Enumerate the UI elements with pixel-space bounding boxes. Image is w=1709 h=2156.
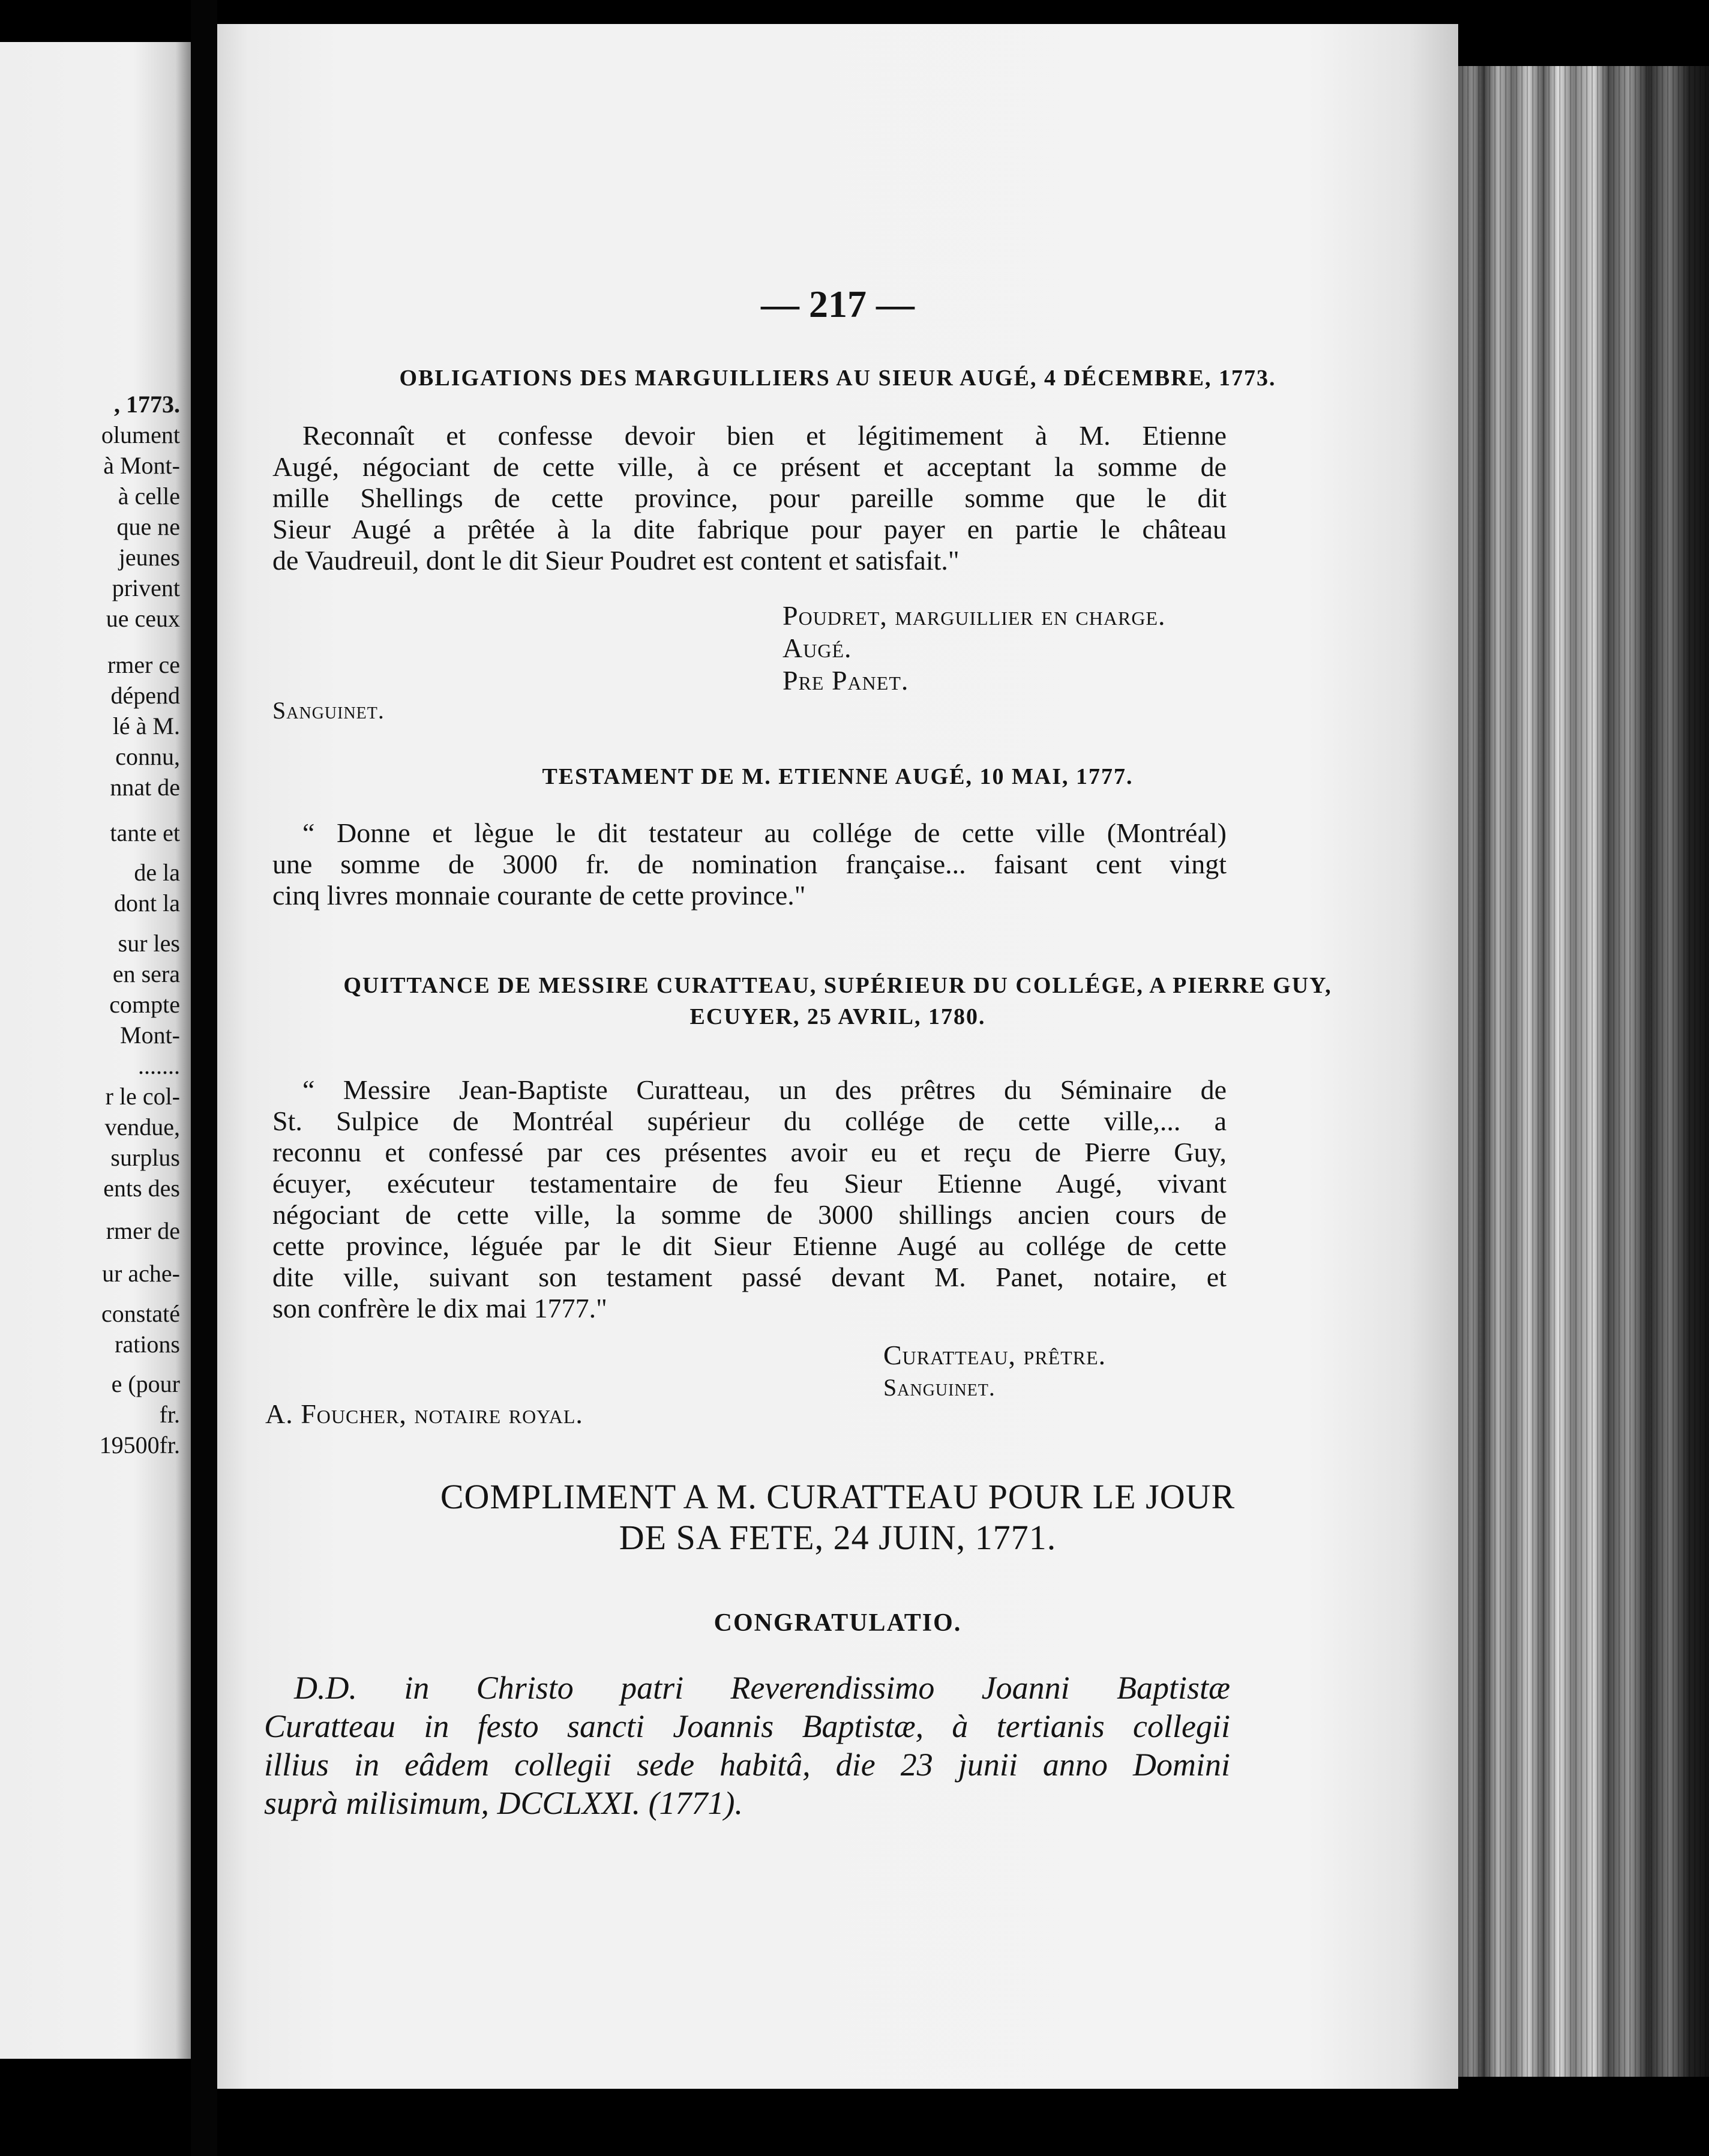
- left-page-line: dépend: [110, 681, 180, 709]
- signature-panet: Pre Panet.: [782, 665, 909, 696]
- section4-title-line1: COMPLIMENT A M. CURATTEAU POUR LE JOUR: [440, 1477, 1236, 1516]
- book-gutter: [191, 0, 217, 2156]
- left-page-line: 19500fr.: [99, 1432, 180, 1459]
- left-page-line: ur ache-: [102, 1260, 180, 1287]
- signature-auge: Augé.: [782, 633, 852, 663]
- left-page-line: rmer ce: [107, 651, 180, 678]
- section4-body: [264, 1669, 1230, 1822]
- left-page-line: à Mont-: [103, 452, 180, 479]
- section3-line: dite ville, suivant son testament passé devant M. Panet, notaire, et: [272, 1262, 1227, 1292]
- left-page-line: e (pour: [111, 1370, 180, 1397]
- left-page-line: olument: [101, 421, 180, 448]
- book-page-edges: [1458, 66, 1709, 2077]
- left-page-line: , 1773.: [114, 391, 180, 418]
- left-page-line: r le col-: [105, 1082, 180, 1110]
- left-page-line: constaté: [101, 1299, 180, 1327]
- left-page-line: lé à M.: [112, 712, 180, 739]
- section1-body: [272, 420, 1227, 576]
- page-217: [217, 24, 1458, 2089]
- section1-line: Sieur Augé a prêtée à la dite fabrique pour payer en partie le château: [272, 514, 1227, 544]
- signature-foucher: A. Foucher, notaire royal.: [265, 1399, 583, 1429]
- left-page-line: que ne: [116, 513, 180, 540]
- left-page-line: .......: [138, 1052, 180, 1079]
- left-page-line: rmer de: [106, 1217, 180, 1244]
- section4-line: Curatteau in festo sancti Joannis Baptistæ, à tertianis collegii: [264, 1708, 1230, 1744]
- section1-line: Reconnaît et confesse devoir bien et légitimement à M. Etienne: [302, 420, 1227, 451]
- section3-line: cette province, léguée par le dit Sieur Etienne Augé au collége de cette: [272, 1230, 1227, 1261]
- section2-line: une somme de 3000 fr. de nomination française... faisant cent vingt: [272, 849, 1227, 879]
- left-page-line: fr.: [159, 1401, 180, 1428]
- left-page-line: sur les: [118, 929, 180, 957]
- left-page-line: ents des: [103, 1174, 180, 1202]
- section1-line: mille Shellings de cette province, pour pareille somme que le dit: [272, 483, 1227, 513]
- section4-line: illius in eâdem collegii sede habitâ, die 23 junii anno Domini: [264, 1747, 1230, 1783]
- section3-title-line1: QUITTANCE DE MESSIRE CURATTEAU, SUPÉRIEUR DU COLLÉGE, A PIERRE GUY,: [343, 973, 1332, 998]
- section2-line: cinq livres monnaie courante de cette province.": [272, 880, 806, 911]
- left-page-line: Mont-: [120, 1021, 180, 1049]
- section3-body: [272, 1074, 1227, 1324]
- section3-line: son confrère le dix mai 1777.": [272, 1293, 607, 1323]
- left-page-line: de la: [134, 859, 180, 887]
- page-number: — 217 —: [761, 283, 915, 325]
- left-page-line: nnat de: [110, 773, 180, 801]
- section3-title-line2: ECUYER, 25 AVRIL, 1780.: [689, 1004, 986, 1029]
- left-facing-page: [0, 42, 191, 2059]
- section4-title-line2: DE SA FETE, 24 JUIN, 1771.: [619, 1518, 1057, 1557]
- section1-line: de Vaudreuil, dont le dit Sieur Poudret est content et satisfait.": [272, 545, 960, 576]
- left-page-line: jeunes: [118, 544, 180, 571]
- left-page-line: à celle: [118, 483, 180, 510]
- section3-line: écuyer, exécuteur testamentaire de feu Sieur Etienne Augé, vivant: [272, 1168, 1227, 1199]
- section3-line: St. Sulpice de Montréal supérieur du collége de cette ville,... a: [272, 1106, 1227, 1136]
- left-page-line: connu,: [115, 742, 180, 770]
- left-page-line: dont la: [114, 890, 180, 917]
- section3-line: négociant de cette ville, la somme de 3000 shillings ancien cours de: [272, 1199, 1227, 1230]
- left-page-line: tante et: [110, 819, 180, 846]
- left-page-line: ue ceux: [106, 605, 180, 632]
- left-page-line: en sera: [112, 960, 180, 987]
- signature-poudret: Poudret, marguillier en charge.: [782, 600, 1166, 631]
- signature-curatteau: Curatteau, prêtre.: [883, 1340, 1107, 1370]
- left-page-line: surplus: [110, 1143, 180, 1171]
- signature-sanguinet-2: Sanguinet.: [883, 1374, 996, 1401]
- section1-title: OBLIGATIONS DES MARGUILLIERS AU SIEUR AUGÉ, 4 DÉCEMBRE, 1773.: [399, 366, 1276, 391]
- section4-subtitle: CONGRATULATIO.: [713, 1609, 962, 1637]
- left-page-line: rations: [115, 1330, 180, 1358]
- signature-sanguinet: Sanguinet.: [272, 697, 385, 724]
- left-page-line: privent: [112, 574, 180, 601]
- section2-body: [272, 818, 1227, 911]
- section4-line: suprà milisimum, DCCLXXI. (1771).: [264, 1785, 743, 1821]
- section3-line: reconnu et confessé par ces présentes avoir eu et reçu de Pierre Guy,: [272, 1137, 1227, 1167]
- section2-line: “ Donne et lègue le dit testateur au collége de cette ville (Montréal): [302, 818, 1227, 848]
- section4-line: D.D. in Christo patri Reverendissimo Joanni Baptistæ: [294, 1670, 1230, 1706]
- section1-line: Augé, négociant de cette ville, à ce présent et acceptant la somme de: [272, 451, 1227, 482]
- left-page-line: vendue,: [104, 1113, 180, 1140]
- section2-title: TESTAMENT DE M. ETIENNE AUGÉ, 10 MAI, 1777.: [542, 764, 1134, 789]
- left-page-line: compte: [109, 990, 180, 1018]
- section3-line: “ Messire Jean-Baptiste Curatteau, un des prêtres du Séminaire de: [302, 1074, 1227, 1105]
